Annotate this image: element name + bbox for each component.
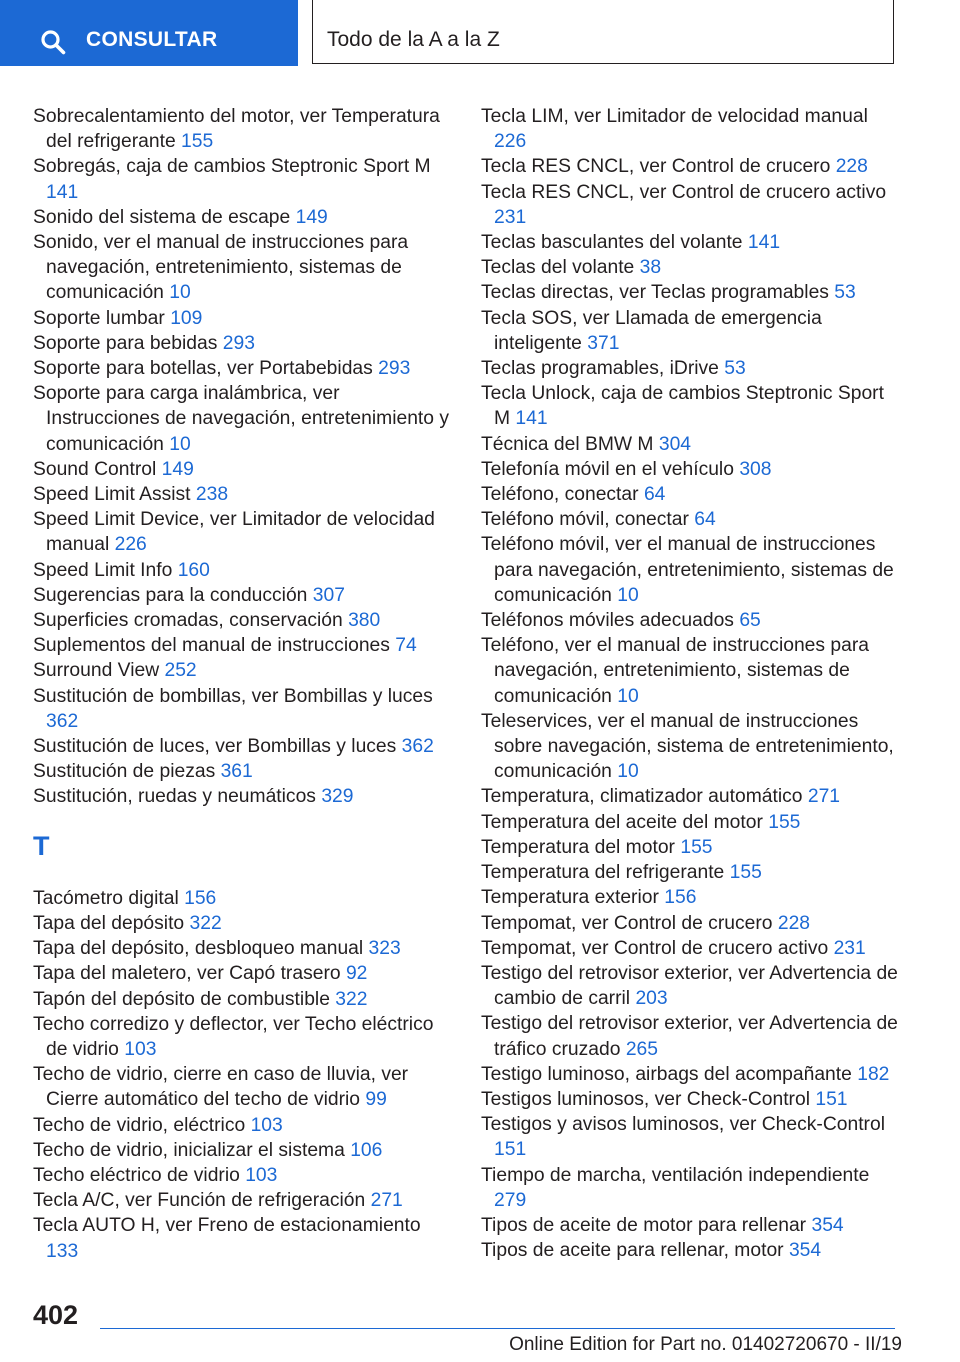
index-list-t-continued <box>481 104 901 1263</box>
consult-label: CONSULTAR <box>86 28 218 51</box>
entry-text: Temperatura del motor <box>481 836 675 858</box>
entry-text: Speed Limit Device, ver Limitador de velocidad manual <box>33 509 435 556</box>
entry-text: Teléfono móvil, conectar <box>481 509 689 531</box>
entry-text: Teleservices, ver el manual de instrucciones sobre navegación, sistema de entretenimiento, comunicación <box>481 710 894 783</box>
index-entry <box>481 432 901 457</box>
page-link[interactable]: 160 <box>177 559 210 581</box>
a-to-z-label: Todo de la A a la Z <box>327 28 500 51</box>
page-link[interactable]: 92 <box>345 963 368 985</box>
page-link[interactable]: 293 <box>378 358 411 380</box>
entry-text: Speed Limit Info <box>33 559 173 581</box>
index-list-t <box>33 886 453 1264</box>
search-icon <box>40 29 66 55</box>
entry-text: Técnica del BMW M <box>481 433 654 455</box>
page-link[interactable]: 149 <box>295 206 328 228</box>
entry-text: Sugerencias para la conducción <box>33 584 308 606</box>
page-link[interactable]: 155 <box>181 131 214 153</box>
page-link[interactable]: 265 <box>625 1038 658 1060</box>
page-link[interactable]: 279 <box>494 1189 527 1211</box>
index-entry <box>33 886 453 911</box>
footer-divider <box>100 1328 895 1329</box>
entry-text: Tecla Unlock, caja de cambios Steptronic Sport M <box>481 383 884 430</box>
index-entry <box>33 154 453 204</box>
index-entry <box>481 457 901 482</box>
page-link[interactable]: 231 <box>833 937 866 959</box>
entry-text: Teléfono, ver el manual de instrucciones para navegación, entretenimiento, sistemas de comunicación <box>481 635 869 707</box>
index-column-left <box>33 104 453 1264</box>
entry-text: Techo de vidrio, inicializar el sistema <box>33 1139 345 1161</box>
index-entry <box>481 1163 901 1213</box>
page-link[interactable]: 99 <box>365 1089 387 1111</box>
page-link[interactable]: 151 <box>494 1139 527 1161</box>
page-link[interactable]: 308 <box>739 458 772 480</box>
entry-text: Testigos y avisos luminosos, ver Check-Control <box>481 1114 885 1136</box>
page-link[interactable]: 74 <box>395 635 417 657</box>
entry-text: Sustitución, ruedas y neumáticos <box>33 786 316 808</box>
page-link[interactable]: 156 <box>184 887 217 909</box>
index-entry <box>33 759 453 784</box>
entry-text: Sustitución de luces, ver Bombillas y luces <box>33 736 397 758</box>
page-number: 402 <box>33 1300 79 1330</box>
index-entry <box>33 1012 453 1062</box>
entry-text: Testigo luminoso, airbags del acompañante <box>481 1063 852 1085</box>
page-link[interactable]: 271 <box>807 786 841 808</box>
index-entry <box>481 532 901 608</box>
page-link[interactable]: 203 <box>635 988 668 1010</box>
page-link[interactable]: 323 <box>368 938 401 960</box>
entry-text: Tecla RES CNCL, ver Control de crucero activo <box>481 181 887 203</box>
index-entry <box>33 507 453 557</box>
page-link[interactable]: 64 <box>643 484 666 506</box>
entry-text: Tiempo de marcha, ventilación independiente <box>481 1164 870 1186</box>
index-entry <box>33 961 453 986</box>
a-to-z-tab[interactable] <box>312 0 894 64</box>
page-link[interactable]: 307 <box>312 584 345 606</box>
entry-text: Temperatura, climatizador automático <box>481 786 803 808</box>
page-link[interactable]: 53 <box>834 282 856 304</box>
page-link[interactable]: 106 <box>350 1139 383 1161</box>
entry-text: Tecla SOS, ver Llamada de emergencia inteligente <box>481 307 822 354</box>
entry-text: Temperatura exterior <box>481 887 659 909</box>
index-entry <box>33 1188 453 1213</box>
page-link[interactable]: 65 <box>739 610 761 632</box>
entry-text: Soporte lumbar <box>33 307 165 329</box>
index-entry <box>481 154 901 179</box>
index-entry <box>481 1238 901 1263</box>
index-entry <box>481 255 901 280</box>
index-entry <box>33 734 453 759</box>
page-link[interactable]: 228 <box>835 156 868 178</box>
entry-text: Tecla RES CNCL, ver Control de crucero <box>481 156 831 178</box>
page-link[interactable]: 141 <box>46 181 79 203</box>
page-link[interactable]: 293 <box>222 332 255 354</box>
entry-text: Tempomat, ver Control de crucero activo <box>481 937 829 959</box>
index-entry <box>481 1087 901 1112</box>
entry-text: Tacómetro digital <box>33 887 179 909</box>
page-link[interactable]: 361 <box>220 761 253 783</box>
entry-text: Techo de vidrio, cierre en caso de lluvia, ver Cierre automático del techo de vidrio <box>33 1064 409 1111</box>
index-entry <box>33 583 453 608</box>
entry-text: Soporte para botellas, ver Portabebidas <box>33 358 373 380</box>
page-link[interactable]: 354 <box>788 1240 822 1262</box>
entry-text: Sobrecalentamiento del motor, ver Temperatura del refrigerante <box>33 106 440 153</box>
index-entry <box>481 482 901 507</box>
page-link[interactable]: 380 <box>348 610 381 632</box>
entry-text: Tecla LIM, ver Limitador de velocidad manual <box>481 106 868 127</box>
entry-text: Techo eléctrico de vidrio <box>33 1164 240 1186</box>
entry-text: Tecla AUTO H, ver Freno de estacionamiento <box>33 1215 421 1237</box>
index-entry <box>33 684 453 734</box>
page-link[interactable]: 141 <box>515 408 548 430</box>
entry-text: Tempomat, ver Control de crucero <box>481 912 773 934</box>
index-column-right <box>481 104 901 1263</box>
entry-text: Sound Control <box>33 458 157 480</box>
index-entry <box>481 1011 901 1061</box>
page-link[interactable]: 103 <box>250 1114 283 1136</box>
index-entry <box>481 936 901 961</box>
page-link[interactable]: 362 <box>46 710 79 732</box>
index-entry <box>481 608 901 633</box>
entry-text: Tapa del depósito <box>33 912 185 934</box>
entry-text: Telefonía móvil en el vehículo <box>481 458 734 480</box>
index-entry <box>481 1062 901 1087</box>
section-letter: T <box>33 830 50 861</box>
page-link[interactable]: 10 <box>169 282 191 304</box>
page-link[interactable]: 182 <box>857 1063 890 1085</box>
index-entry <box>481 1213 901 1238</box>
page-link[interactable]: 109 <box>170 307 203 329</box>
entry-text: Tapón del depósito de combustible <box>33 988 330 1010</box>
page-link[interactable]: 155 <box>768 811 801 833</box>
entry-text: Testigo del retrovisor exterior, ver Advertencia de tráfico cruzado <box>481 1013 898 1060</box>
entry-text: Temperatura del refrigerante <box>481 862 725 884</box>
entry-text: Superficies cromadas, conservación <box>33 610 343 632</box>
page-link[interactable]: 103 <box>124 1038 157 1060</box>
page-link[interactable]: 156 <box>664 887 697 909</box>
index-entry <box>33 331 453 356</box>
entry-text: Teclas basculantes del volante <box>481 232 743 254</box>
index-entry <box>481 230 901 255</box>
entry-text: Surround View <box>33 660 160 682</box>
index-entry <box>33 104 453 154</box>
page-link[interactable]: 304 <box>658 433 692 455</box>
edition-footer: Online Edition for Part no. 01402720670 - II/19 <box>509 1334 902 1355</box>
entry-text: Testigos luminosos, ver Check-Control <box>481 1088 810 1110</box>
page-link[interactable]: 231 <box>494 206 527 228</box>
index-entry <box>481 306 901 356</box>
page-link[interactable]: 354 <box>811 1214 844 1236</box>
index-entry <box>481 381 901 431</box>
page-link[interactable]: 64 <box>694 509 716 531</box>
page-link[interactable]: 329 <box>321 786 354 808</box>
entry-text: Sustitución de piezas <box>33 761 216 783</box>
index-entry <box>33 987 453 1012</box>
index-entry <box>33 381 453 457</box>
entry-text: Testigo del retrovisor exterior, ver Advertencia de cambio de carril <box>481 962 898 1010</box>
index-list-s <box>33 104 453 810</box>
index-entry <box>33 558 453 583</box>
entry-text: Tapa del depósito, desbloqueo manual <box>33 938 364 960</box>
index-entry <box>481 1112 901 1162</box>
index-entry <box>481 810 901 835</box>
index-entry <box>33 784 453 809</box>
page-link[interactable]: 226 <box>114 534 147 556</box>
entry-text: Teclas directas, ver Teclas programables <box>481 282 829 304</box>
entry-text: Techo de vidrio, eléctrico <box>33 1114 246 1136</box>
page-link[interactable]: 322 <box>189 912 222 934</box>
page-link[interactable]: 322 <box>335 988 368 1010</box>
page-link[interactable]: 252 <box>164 660 197 682</box>
index-entry <box>33 1213 453 1263</box>
entry-text: Tecla A/C, ver Función de refrigeración <box>33 1190 366 1212</box>
entry-text: Speed Limit Assist <box>33 484 191 506</box>
page-link[interactable]: 53 <box>724 358 746 380</box>
entry-text: Techo corredizo y deflector, ver Techo eléctrico de vidrio <box>33 1013 434 1060</box>
index-entry <box>33 1138 453 1163</box>
index-entry <box>33 230 453 306</box>
page-link[interactable]: 228 <box>777 912 811 934</box>
index-entry <box>481 709 901 785</box>
index-entry <box>33 457 453 482</box>
index-entry <box>33 1163 453 1188</box>
page-link[interactable]: 271 <box>370 1190 403 1212</box>
page-link[interactable]: 151 <box>815 1088 848 1110</box>
index-entry <box>481 280 901 305</box>
page-link[interactable]: 133 <box>46 1240 79 1262</box>
page-link[interactable]: 103 <box>245 1164 278 1186</box>
index-entry <box>481 860 901 885</box>
page-link[interactable]: 10 <box>169 433 191 455</box>
entry-text: Tapa del maletero, ver Capó trasero <box>33 963 341 985</box>
index-entry <box>33 1113 453 1138</box>
entry-text: Teléfono, conectar <box>481 484 639 506</box>
index-entry <box>33 205 453 230</box>
index-entry <box>481 961 901 1011</box>
index-entry <box>481 835 901 860</box>
page-link[interactable]: 362 <box>401 736 434 758</box>
index-entry <box>33 633 453 658</box>
index-entry <box>33 936 453 961</box>
index-entry <box>481 104 901 154</box>
page-link[interactable]: 10 <box>617 761 639 783</box>
page-link[interactable]: 155 <box>729 862 762 884</box>
entry-text: Tipos de aceite para rellenar, motor <box>481 1240 784 1262</box>
page-link[interactable]: 10 <box>617 685 639 707</box>
entry-text: Soporte para carga inalámbrica, ver Instrucciones de navegación, entretenimiento y comunicación <box>33 383 450 455</box>
index-entry <box>33 1062 453 1112</box>
entry-text: Temperatura del aceite del motor <box>481 811 763 833</box>
index-entry <box>481 784 901 809</box>
page-link[interactable]: 149 <box>161 458 194 480</box>
index-entry <box>481 356 901 381</box>
index-entry <box>33 482 453 507</box>
index-entry <box>33 356 453 381</box>
entry-text: Teclas programables, iDrive <box>481 358 719 380</box>
consult-button[interactable] <box>0 0 298 66</box>
page-link[interactable]: 238 <box>195 484 229 506</box>
entry-text: Teléfonos móviles adecuados <box>481 610 734 632</box>
index-entry <box>481 507 901 532</box>
page-link[interactable]: 38 <box>639 257 662 279</box>
index-entry <box>33 911 453 936</box>
index-entry <box>33 306 453 331</box>
index-entry <box>481 911 901 936</box>
index-entry <box>481 885 901 910</box>
entry-text: Sonido del sistema de escape <box>33 206 291 228</box>
entry-text: Suplementos del manual de instrucciones <box>33 635 390 657</box>
page-link[interactable]: 155 <box>680 836 713 858</box>
index-entry <box>33 658 453 683</box>
index-entry <box>481 180 901 230</box>
index-entry <box>481 633 901 709</box>
entry-text: Sonido, ver el manual de instrucciones para navegación, entretenimiento, sistemas de comunicación <box>33 232 409 304</box>
entry-text: Tipos de aceite de motor para rellenar <box>481 1214 807 1236</box>
entry-text: Sobregás, caja de cambios Steptronic Sport M <box>33 156 431 178</box>
page-link[interactable]: 141 <box>747 232 781 254</box>
page-link[interactable]: 226 <box>494 131 527 153</box>
top-bar <box>0 0 960 66</box>
index-entry <box>33 608 453 633</box>
page-link[interactable]: 371 <box>587 332 620 354</box>
entry-text: Sustitución de bombillas, ver Bombillas y luces <box>33 685 433 707</box>
page-link[interactable]: 10 <box>617 584 639 606</box>
entry-text: Soporte para bebidas <box>33 332 218 354</box>
entry-text: Teclas del volante <box>481 257 635 279</box>
entry-text: Teléfono móvil, ver el manual de instrucciones para navegación, entretenimiento, sistemas de comunicación <box>481 534 894 606</box>
